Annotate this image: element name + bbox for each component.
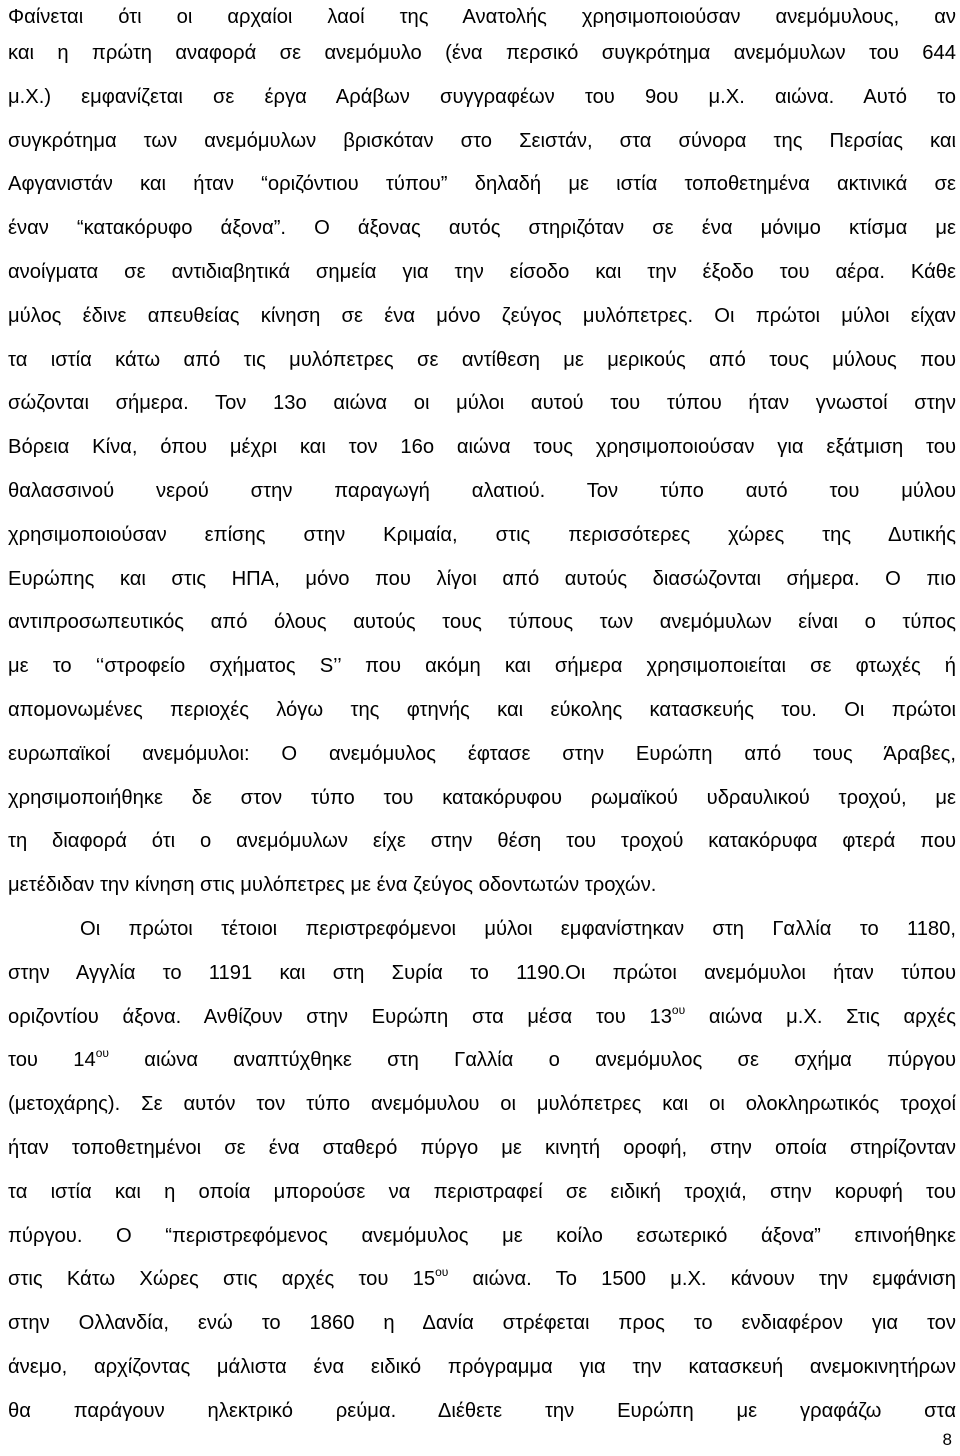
text-line: απομονωμένες περιοχές λόγω της φτηνής και εύκολης κατασκευής του. Οι πρώτοι — [8, 698, 956, 721]
text-run: στις Κάτω Χώρες στις αρχές του 15 — [8, 1268, 436, 1291]
text-line: ανοίγματα σε αντιδιαβητικά σημεία για την είσοδο και την έξοδο του αέρα. Κάθε — [8, 260, 956, 283]
text-line: στην Αγγλία το 1191 και στη Συρία το 1190.Οι πρώτοι ανεμόμυλοι ήταν τύπου — [8, 961, 956, 984]
text-line: στην Ολλανδία, ενώ το 1860 η Δανία στρέφεται προς το ενδιαφέρον για τον — [8, 1312, 956, 1335]
text-line: τη διαφορά ότι ο ανεμόμυλων είχε στην θέση του τροχού κατακόρυφα φτερά που — [8, 830, 956, 853]
text-line: Αφγανιστάν και ήταν “οριζόντιου τύπου” δηλαδή με ιστία τοποθετημένα ακτινικά σε — [8, 173, 956, 196]
text-run: αιώνα αναπτύχθηκε στη Γαλλία ο ανεμόμυλος σε σχήμα πύργου — [108, 1049, 956, 1072]
text-line: πύργου. Ο “περιστρεφόμενος ανεμόμυλος με κοίλο εσωτερικό άξονα” επινοήθηκε — [8, 1224, 956, 1247]
text-run: αιώνα. Το 1500 μ.Χ. κάνουν την εμφάνιση — [448, 1268, 956, 1291]
text-line: χρησιμοποιούσαν επίσης στην Κριμαία, στις περισσότερες χώρες της Δυτικής — [8, 523, 956, 546]
text-line — [8, 996, 956, 1040]
page-number: 8 — [942, 1430, 952, 1449]
text-run: αιώνα μ.Χ. Στις αρχές — [685, 1005, 956, 1028]
paragraph-1 — [8, 2, 956, 908]
text-line — [8, 1039, 956, 1083]
text-line — [8, 1258, 956, 1302]
text-line: Ευρώπης και στις ΗΠΑ, μόνο που λίγοι από αυτούς διασώζονται σήμερα. Ο πιο — [8, 567, 956, 590]
text-line: τα ιστία κάτω από τις μυλόπετρες σε αντίθεση με μερικούς από τους μύλους που — [8, 348, 956, 371]
text-line: τα ιστία και η οποία μπορούσε να περιστραφεί σε ειδική τροχιά, στην κορυφή του — [8, 1180, 956, 1203]
text-line: μύλος έδινε απευθείας κίνηση σε ένα μόνο ζεύγος μυλόπετρες. Οι πρώτοι μύλοι είχαν — [8, 304, 956, 327]
text-line: θα παράγουν ηλεκτρικό ρεύμα. Διέθετε την Ευρώπη με γραφάζω στα — [8, 1399, 956, 1422]
text-line: Βόρεια Κίνα, όπου μέχρι και τον 16ο αιώνα τους χρησιμοποιούσαν για εξάτμιση του — [8, 436, 956, 459]
superscript: ου — [671, 1002, 686, 1017]
text-line: άνεμο, αρχίζοντας μάλιστα ένα ειδικό πρόγραμμα για την κατασκευή ανεμοκινητήρων — [8, 1355, 956, 1378]
superscript: ου — [435, 1265, 449, 1280]
text-line: χρησιμοποιήθηκε δε στον τύπο του κατακόρυφου ρωμαϊκού υδραυλικού τροχού, με — [8, 786, 956, 809]
text-run: οριζοντίου άξονα. Ανθίζουν στην Ευρώπη στα μέσα του 13 — [8, 1005, 672, 1028]
superscript: ου — [95, 1046, 109, 1061]
text-line: μ.Χ.) εμφανίζεται σε έργα Αράβων συγγραφέων του 9ου μ.Χ. αιώνα. Αυτό το — [8, 85, 956, 108]
text-line: Φαίνεται ότι οι αρχαίοι λαοί της Ανατολής χρησιμοποιούσαν ανεμόμυλους, αν — [8, 6, 956, 28]
text-line: συγκρότημα των ανεμόμυλων βρισκόταν στο Σειστάν, στα σύνορα της Περσίας και — [8, 129, 956, 152]
body-text — [8, 0, 956, 1434]
text-line: Οι πρώτοι τέτοιοι περιστρεφόμενοι μύλοι εμφανίστηκαν στη Γαλλία το 1180, — [80, 917, 956, 940]
text-line: (μετοχάρης). Σε αυτόν τον τύπο ανεμόμυλου οι μυλόπετρες και οι ολοκληρωτικός τροχοί — [8, 1093, 956, 1116]
text-line: έναν “κατακόρυφο άξονα”. Ο άξονας αυτός στηριζόταν σε ένα μόνιμο κτίσμα με — [8, 217, 956, 240]
text-run: του 14 — [8, 1049, 96, 1072]
text-line: αντιπροσωπευτικός από όλους αυτούς τους τύπους των ανεμόμυλων είναι ο τύπος — [8, 611, 956, 634]
text-line: με το ‘‘στροφείο σχήματος S’’ που ακόμη και σήμερα χρησιμοποιείται σε φτωχές ή — [8, 655, 956, 678]
text-line: μετέδιδαν την κίνηση στις μυλόπετρες με ένα ζεύγος οδοντωτών τροχών. — [8, 874, 657, 897]
text-line: και η πρώτη αναφορά σε ανεμόμυλο (ένα περσικό συγκρότημα ανεμόμυλων του 644 — [8, 42, 956, 64]
text-line: ευρωπαϊκοί ανεμόμυλοι: Ο ανεμόμυλος έφτασε στην Ευρώπη από τους Άραβες, — [8, 742, 956, 765]
paragraph-2 — [8, 908, 956, 1434]
text-line: σώζονται σήμερα. Τον 13ο αιώνα οι μύλοι αυτού του τύπου ήταν γνωστοί στην — [8, 392, 956, 415]
text-line: ήταν τοποθετημένοι σε ένα σταθερό πύργο με κινητή οροφή, στην οποία στηρίζονταν — [8, 1136, 956, 1159]
text-line: θαλασσινού νερού στην παραγωγή αλατιού. Τον τύπο αυτό του μύλου — [8, 479, 956, 502]
